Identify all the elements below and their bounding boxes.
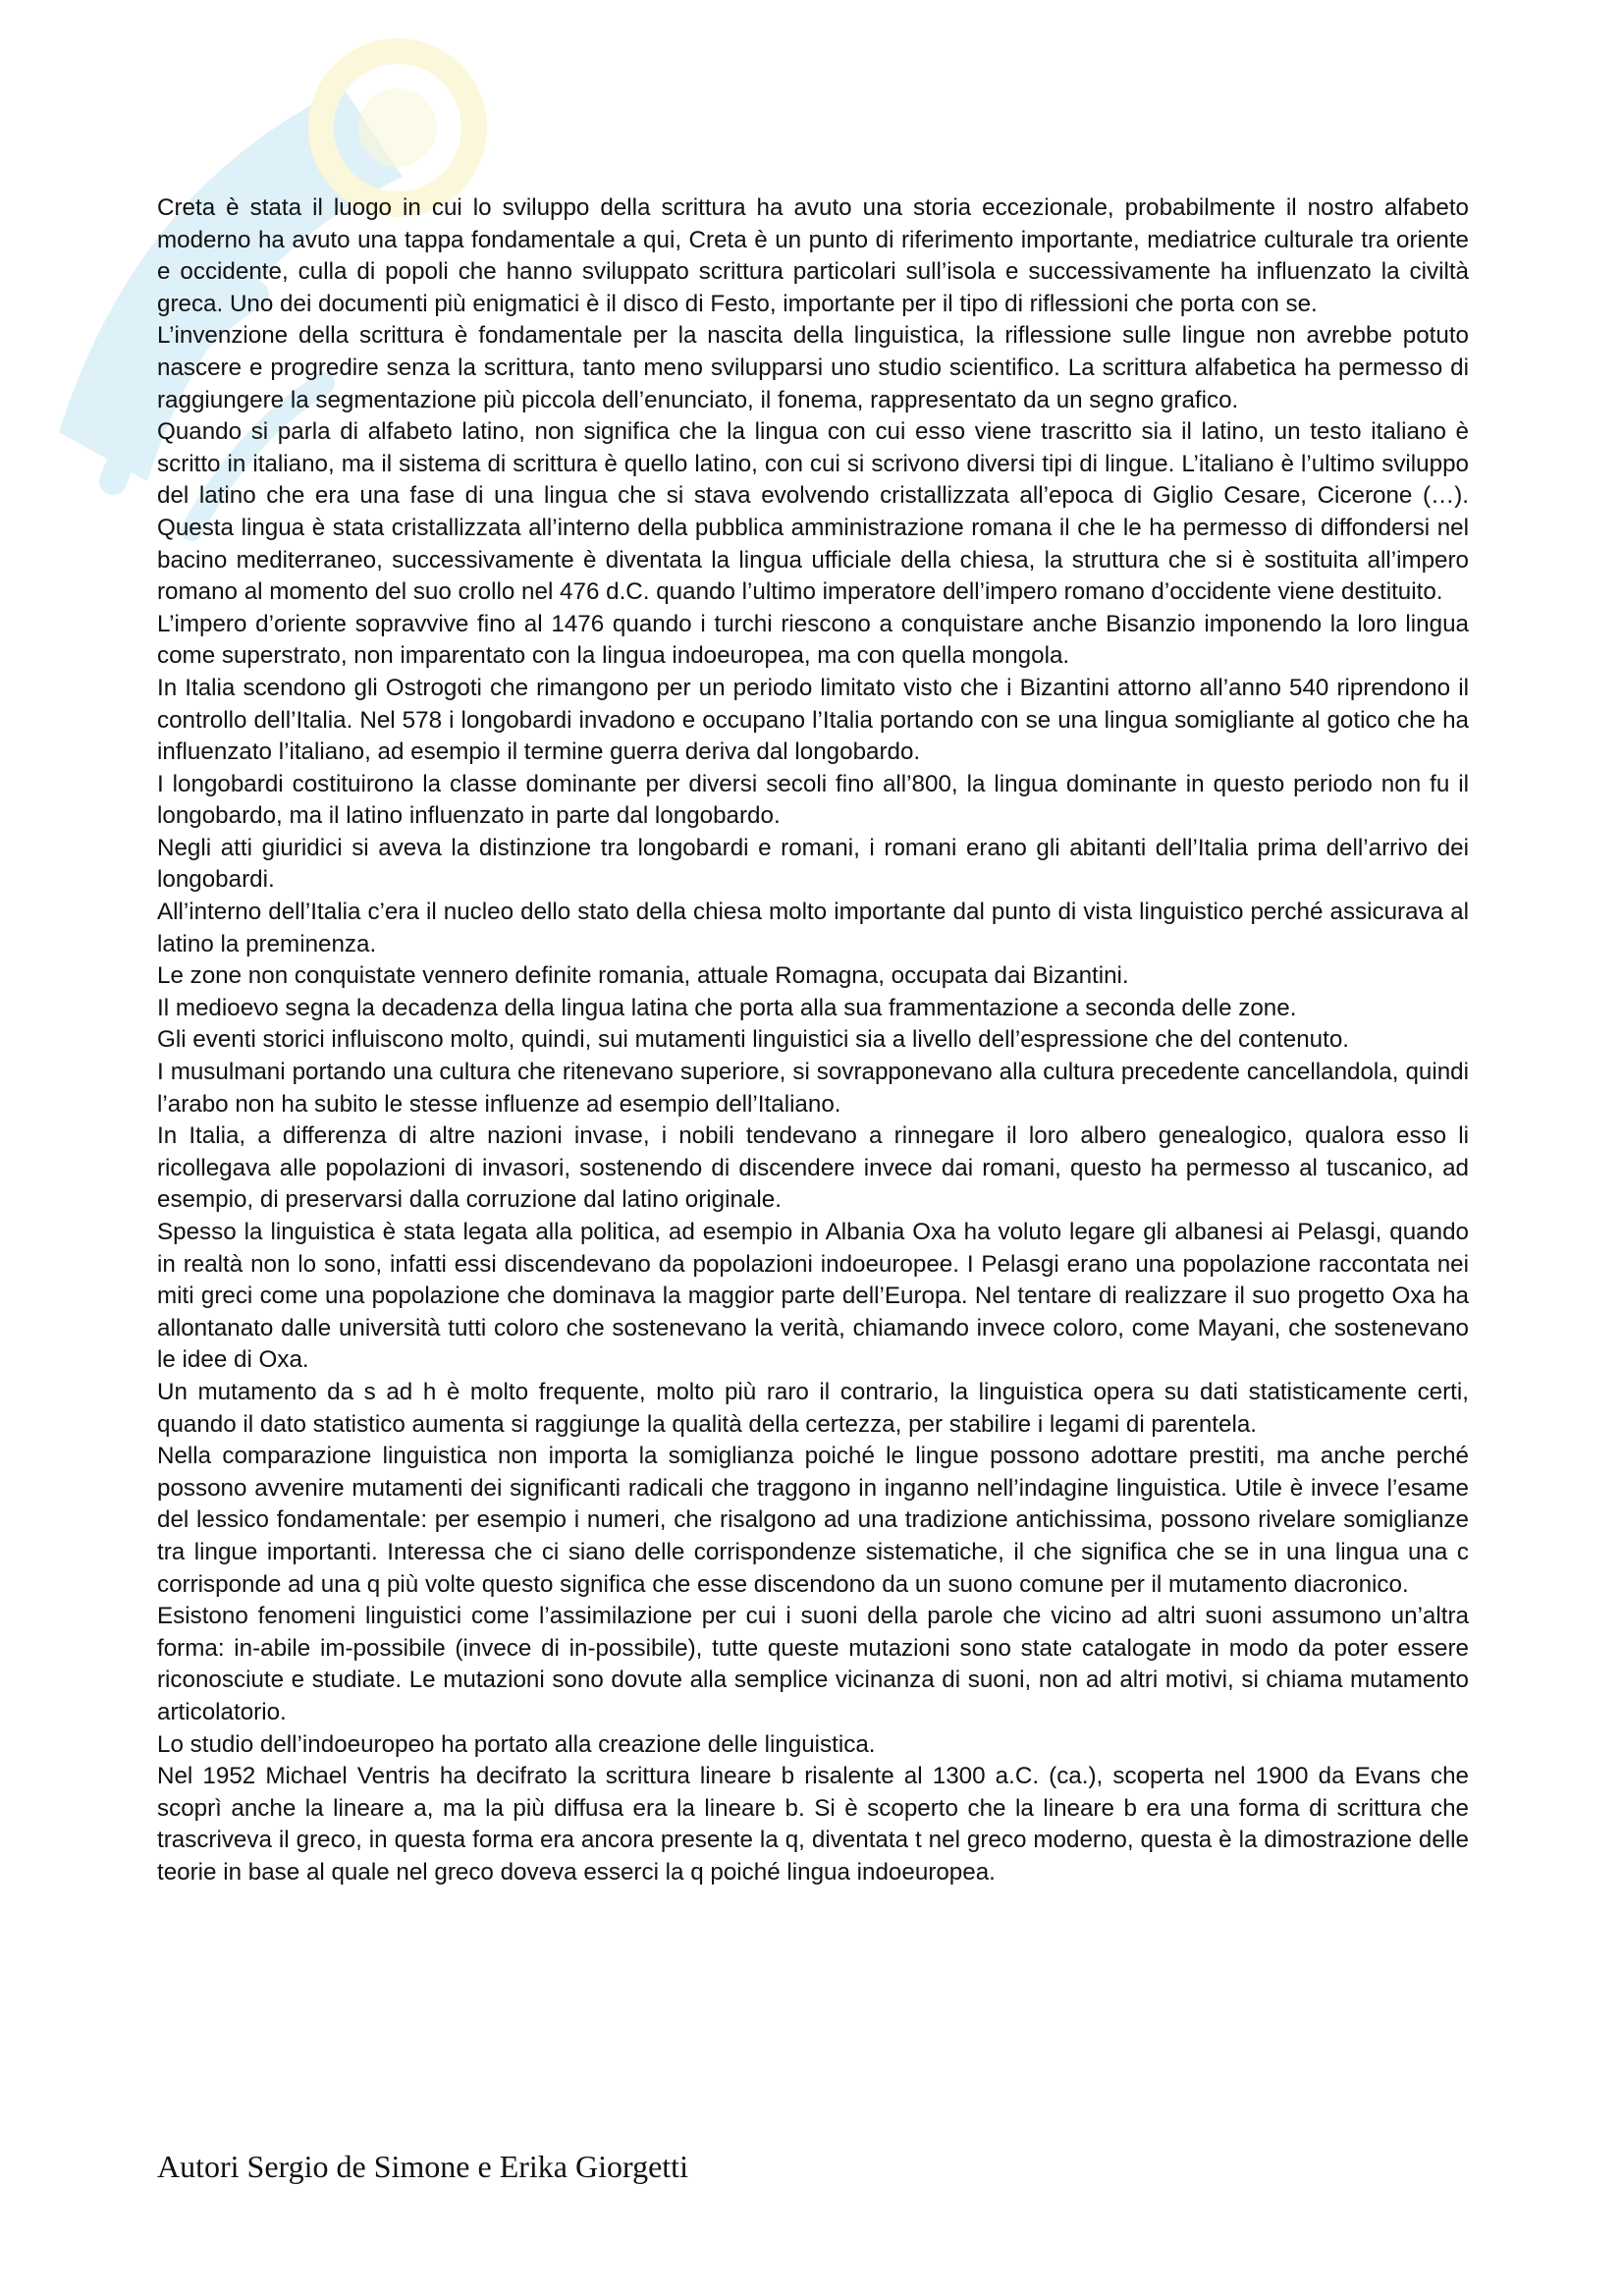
paragraph-ostrogoths: In Italia scendono gli Ostrogoti che rimangono per un periodo limitato visto che i Bizantini attorno all’anno 540 riprendono il controllo dell’Italia. Nel 578 i longobardi invadono e occupano l’Italia portando con se una lingua somigliante al gotico che ha influenzato l’italiano, ad esempio il termine guerra deriva dal longobardo. bbox=[157, 674, 1469, 766]
paragraph-assimilation: Esistono fenomeni linguistici come l’assimilazione per cui i suoni della parole che vicino ad altri suoni assumono un’altra forma: in-abile im-possibile (invece di in-possibile), tutte queste mutazioni sono state catalogate in modo da poter essere riconosciute e studiate. Le mutazioni sono dovute alla semplice vicinanza di suoni, non ad altri motivi, si chiama mutamento articolatorio. bbox=[157, 1603, 1469, 1725]
paragraph-muslims: I musulmani portando una cultura che ritenevano superiore, si sovrapponevano alla cultura precedente cancellandola, quindi l’arabo non ha subito le stesse influenze ad esempio dell’Italiano. bbox=[157, 1059, 1469, 1118]
paragraph-latin-alphabet: Quando si parla di alfabeto latino, non significa che la lingua con cui esso viene trascritto sia il latino, un testo italiano è scritto in italiano, ma il sistema di scrittura è quello latino, con cui si scrivono diversi tipi di lingue. L’italiano è l’ultimo sviluppo del latino che era una fase di una lingua che si stava evolvendo cristallizzata all’epoca di Giglio Cesare, Cicerone (…). Questa lingua è stata cristallizzata all’interno della pubblica amministrazione romana il che le ha permesso di diffondersi nel bacino mediterraneo, successivamente è diventata la lingua ufficiale della chiesa, la struttura che si è sostituita all’impero romano al momento del suo crollo nel 476 d.C. quando l’ultimo imperatore dell’impero romano d’occidente viene destituito. bbox=[157, 418, 1469, 606]
paragraph-crete: Creta è stata il luogo in cui lo sviluppo della scrittura ha avuto una storia eccezionale, probabilmente il nostro alfabeto moderno ha avuto una tappa fondamentale a qui, Creta è un punto di riferimento importante, mediatrice culturale tra oriente e occidente, culla di popoli che hanno sviluppato scrittura particolari sull’isola e successivamente ha influenzato la civiltà greca. Uno dei documenti più enigmatici è il disco di Festo, importante per il tipo di riflessioni che porta con se. bbox=[157, 194, 1469, 317]
paragraph-sound-change: Un mutamento da s ad h è molto frequente, molto più raro il contrario, la linguistica opera su dati statisticamente certi, quando il dato statistico aumenta si raggiunge la qualità della certezza, per stabilire i legami di parentela. bbox=[157, 1378, 1469, 1438]
paragraph-italian-nobles: In Italia, a differenza di altre nazioni invase, i nobili tendevano a rinnegare il loro albero genealogico, qualora esso li ricollegava alle popolazioni di invasori, sostenendo di discendere invece dai romani, questo ha permesso al tuscanico, ad esempio, di preservarsi dalla corruzione dal latino originale. bbox=[157, 1122, 1469, 1214]
paragraph-historical-events: Gli eventi storici influiscono molto, quindi, sui mutamenti linguistici sia a livello dell’espressione che del contenuto. bbox=[157, 1026, 1350, 1054]
authors-footer: Autori Sergio de Simone e Erika Giorgetti bbox=[157, 2149, 688, 2184]
paragraph-linear-b: Nel 1952 Michael Ventris ha decifrato la scrittura lineare b risalente al 1300 a.C. (ca.), scoperta nel 1900 da Evans che scoprì anche la lineare a, ma la più diffusa era la lineare b. Si è scoperto che la lineare b era una forma di scrittura che trascriveva il greco, in questa forma era ancora presente la q, diventata t nel greco moderno, questa è la dimostrazione delle teorie in base al quale nel greco doveva esserci la q poiché lingua indoeuropea. bbox=[157, 1763, 1469, 1886]
paragraph-writing-invention: L’invenzione della scrittura è fondamentale per la nascita della linguistica, la riflessione sulle lingue non avrebbe potuto nascere e progredire senza la scrittura, tanto meno svilupparsi uno studio scientifico. La scrittura alfabetica ha permesso di raggiungere la segmentazione più piccola dell’enunciato, il fonema, rappresentato da un segno grafico. bbox=[157, 322, 1469, 413]
paragraph-eastern-empire: L’impero d’oriente sopravvive fino al 1476 quando i turchi riescono a conquistare anche Bisanzio imponendo la loro lingua come superstrato, non imparentato con la lingua indoeuropea, ma con quella mongola. bbox=[157, 610, 1469, 670]
paragraph-church-state: All’interno dell’Italia c’era il nucleo dello stato della chiesa molto importante dal punto di vista linguistico perché assicurava al latino la preminenza. bbox=[157, 899, 1469, 957]
paragraph-middle-ages: Il medioevo segna la decadenza della lingua latina che porta alla sua frammentazione a seconda delle zone. bbox=[157, 994, 1297, 1021]
document-body bbox=[157, 192, 1469, 1888]
paragraph-legal-acts: Negli atti giuridici si aveva la distinzione tra longobardi e romani, i romani erano gli abitanti dell’Italia prima dell’arrivo dei longobardi. bbox=[157, 834, 1469, 894]
paragraph-romania: Le zone non conquistate vennero definite romania, attuale Romagna, occupata dai Bizantini. bbox=[157, 962, 1129, 990]
paragraph-lombards-ruling: I longobardi costituirono la classe dominante per diversi secoli fino all’800, la lingua dominante in questo periodo non fu il longobardo, ma il latino influenzato in parte dal longobardo. bbox=[157, 770, 1469, 830]
paragraph-comparison: Nella comparazione linguistica non importa la somiglianza poiché le lingue possono adottare prestiti, ma anche perché possono avvenire mutamenti dei significanti radicali che traggono in inganno nell’indagine linguistica. Utile è invece l’esame del lessico fondamentale: per esempio i numeri, che risalgono ad una tradizione antichissima, possono rivelare somiglianze tra lingue importanti. Interessa che ci siano delle corrispondenze sistematiche, il che significa che se in una lingua una c corrisponde ad una q più volte questo significa che esse discendono da un suono comune per il mutamento diacronico. bbox=[157, 1443, 1469, 1598]
paragraph-indoeuropean: Lo studio dell’indoeuropeo ha portato alla creazione delle linguistica. bbox=[157, 1730, 876, 1758]
paragraph-politics-albania: Spesso la linguistica è stata legata alla politica, ad esempio in Albania Oxa ha voluto legare gli albanesi ai Pelasgi, quando in realtà non lo sono, infatti essi discendevano da popolazioni indoeuropee. I Pelasgi erano una popolazione raccontata nei miti greci come una popolazione che dominava la maggior parte dell’Europa. Nel tentare di realizzare il suo progetto Oxa ha allontanato dalle università tutti coloro che sostenevano la verità, chiamando invece coloro, come Mayani, che sostenevano le idee di Oxa. bbox=[157, 1219, 1469, 1374]
